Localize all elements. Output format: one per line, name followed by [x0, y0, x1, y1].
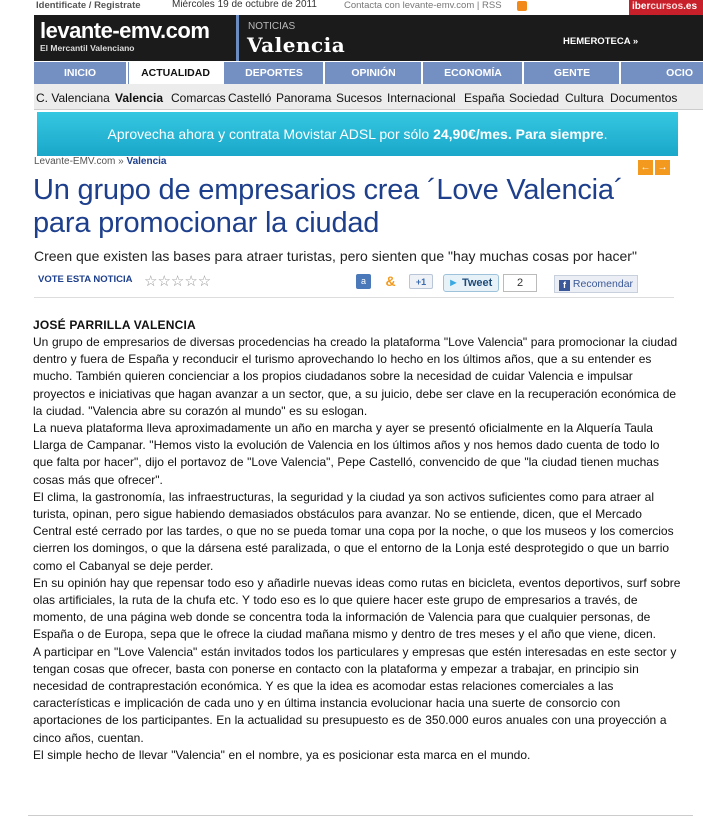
- prev-arrow-icon[interactable]: ←: [638, 160, 653, 175]
- tab-ocio[interactable]: OCIO: [666, 67, 693, 79]
- current-date: Miércoles 19 de octubre de 2011: [172, 0, 317, 10]
- tab-economia[interactable]: ECONOMÍA: [424, 62, 524, 84]
- section-title: Valencia: [247, 33, 346, 57]
- tab-deportes[interactable]: DEPORTES: [225, 62, 325, 84]
- banner-end: .: [603, 126, 608, 142]
- logo-subtitle: El Mercantil Valenciano: [40, 43, 135, 53]
- meneame-icon[interactable]: &: [383, 274, 398, 289]
- top-utility-bar: [0, 0, 703, 14]
- article-subheadline: Creen que existen las bases para atraer turistas, pero sienten que "hay muchas cosas por hacer": [34, 248, 637, 264]
- sub-nav: [34, 84, 703, 110]
- tweet-count: 2: [503, 274, 537, 292]
- tweet-button[interactable]: [443, 274, 499, 292]
- article-headline: Un grupo de empresarios crea ´Love Valencia´ para promocionar la ciudad: [33, 174, 624, 239]
- share-icon[interactable]: a: [356, 274, 371, 289]
- breadcrumb: [34, 156, 167, 167]
- contact-rss-link[interactable]: Contacta con levante-emv.com | RSS: [344, 0, 502, 11]
- site-logo[interactable]: [40, 20, 209, 53]
- subnav-espana[interactable]: España: [464, 91, 505, 105]
- tab-actualidad[interactable]: ACTUALIDAD: [129, 62, 224, 84]
- banner-price: 24,90€/mes. Para siempre: [433, 126, 604, 142]
- facebook-recommend-button[interactable]: [554, 275, 638, 293]
- subnav-panorama[interactable]: Panorama: [276, 91, 332, 105]
- rss-icon[interactable]: [517, 1, 527, 11]
- subnav-comarcas[interactable]: Comarcas: [171, 91, 226, 105]
- site-header: [34, 15, 703, 61]
- article-paragraph: A participar en "Love Valencia" están invitados todos los particulares y empresas que estén interesadas en este sector y tengan cosas que ofrecer, basta con ponerse en contacto con la plataforma y empezar a trabajar, en principio sin necesidad de contraprestación económica. Y es que la idea es acomodar estas relaciones comerciales a las características e implicación de cada uno y en última instancia evolucionar hacia una suerte de consorcio con aportaciones de los participantes. En la actualidad su presupuesto es de 350.000 euros anuales con una proyección a cinco años, cuentan.: [33, 644, 677, 745]
- tab-opinion[interactable]: OPINIÓN: [326, 62, 423, 84]
- subnav-valencia[interactable]: Valencia: [115, 91, 164, 105]
- subnav-documentos[interactable]: Documentos: [610, 91, 678, 105]
- breadcrumb-home[interactable]: Levante-EMV.com: [34, 156, 116, 167]
- recommend-label: Recomendar: [572, 278, 634, 290]
- article-body: [33, 334, 683, 764]
- article-paragraph: Un grupo de empresarios de diversas procedencias ha creado la plataforma "Love Valencia" para promocionar la ciudad dentro y fuera de España y reconducir el turismo aprovechando lo hecho en los últimos años, que a su entender es mucho. También quieren concienciar a los propios ciudadanos sobre la necesidad de cuidar Valencia e impulsar proyectos e iniciativas que hagan avanzar a un sector, que, a su juicio, debe ser clave en la recuperación económica de la ciudad. "Valencia abre su corazón al mundo" es su eslogan.: [33, 335, 678, 418]
- tab-gente[interactable]: GENTE: [525, 62, 621, 84]
- article-nav-arrows: [638, 157, 672, 175]
- bottom-divider: [28, 815, 693, 816]
- article-paragraph: En su opinión hay que repensar todo eso y añadirle nuevas ideas como rutas en bicicleta, eventos deportivos, surf sobre olas artificiales, la ruta de la chufa etc. Y todo eso es lo que quiere hacer este grupo de empresarios a través, de momento, de una página web donde se concentra toda la información de Valencia para que cualquier personas, de España o de Europa, sepa que le ofrece la ciudad mañana mismo y dentro de tres meses y el año que viene, dicen.: [33, 575, 681, 642]
- twitter-bird-icon: ►: [448, 277, 459, 289]
- google-plusone-button[interactable]: +1: [409, 274, 433, 289]
- breadcrumb-current[interactable]: Valencia: [126, 156, 167, 167]
- login-link[interactable]: Identificate / Registrate: [36, 0, 141, 11]
- article-paragraph: La nueva plataforma lleva aproximadamente un año en marcha y ayer se presentó oficialmente en la Alquería Taula Llarga de Campanar. "Hemos visto la evolución de Valencia en los últimos años y nos hemos dado cuenta de todo lo que falta por hacer", dijo el portavoz de "Love Valencia", Pepe Castelló, convencido de que "la ciudad tienen muchas cosas más que ofrecer".: [33, 421, 660, 487]
- vote-label: VOTE ESTA NOTICIA: [38, 274, 133, 285]
- breadcrumb-separator: »: [115, 156, 127, 167]
- section-kicker: NOTICIAS: [248, 21, 296, 32]
- hemeroteca-link[interactable]: HEMEROTECA »: [563, 36, 639, 47]
- header-divider: [236, 15, 239, 61]
- ibercursos-link[interactable]: ibercursos.es: [629, 0, 703, 15]
- movistar-ad-banner[interactable]: [37, 112, 678, 156]
- subnav-sociedad[interactable]: Sociedad: [509, 91, 560, 105]
- facebook-icon: f: [559, 280, 570, 291]
- article-author: JOSÉ PARRILLA VALENCIA: [33, 318, 196, 332]
- subnav-sucesos[interactable]: Sucesos: [336, 91, 383, 105]
- article-paragraph: El simple hecho de llevar "Valencia" en el nombre, ya es posicionar esta marca en el mundo.: [33, 747, 531, 762]
- tab-inicio[interactable]: INICIO: [34, 62, 128, 84]
- social-divider: [34, 297, 674, 298]
- subnav-castello[interactable]: Castelló: [228, 91, 272, 105]
- next-arrow-icon[interactable]: →: [655, 160, 670, 175]
- tweet-label: Tweet: [461, 277, 493, 289]
- logo-name: levante-emv.com: [40, 18, 210, 43]
- subnav-cultura[interactable]: Cultura: [565, 91, 604, 105]
- main-nav: [34, 62, 703, 84]
- rating-stars[interactable]: ☆☆☆☆☆: [144, 273, 212, 290]
- banner-text: Aprovecha ahora y contrata Movistar ADSL por sólo: [107, 126, 434, 142]
- subnav-c-valenciana[interactable]: C. Valenciana: [36, 91, 110, 105]
- article-paragraph: El clima, la gastronomía, las infraestructuras, la seguridad y la ciudad ya son activos suficientes como para atraer al turista, opinan, pero sigue habiendo demasiados obstáculos para avanzar. No se entiende, dicen, que el Mercado Central esté cerrado por las tardes, o que no se pueda tomar una copa por la noche, o que los museos y los comercios cierren los domingos, o que la dársena esté paralizada, o que el entorno de la Lonja esté desprotegido o que un barrio como el Cabanyal se deje perder.: [33, 489, 674, 573]
- subnav-internacional[interactable]: Internacional: [387, 91, 456, 105]
